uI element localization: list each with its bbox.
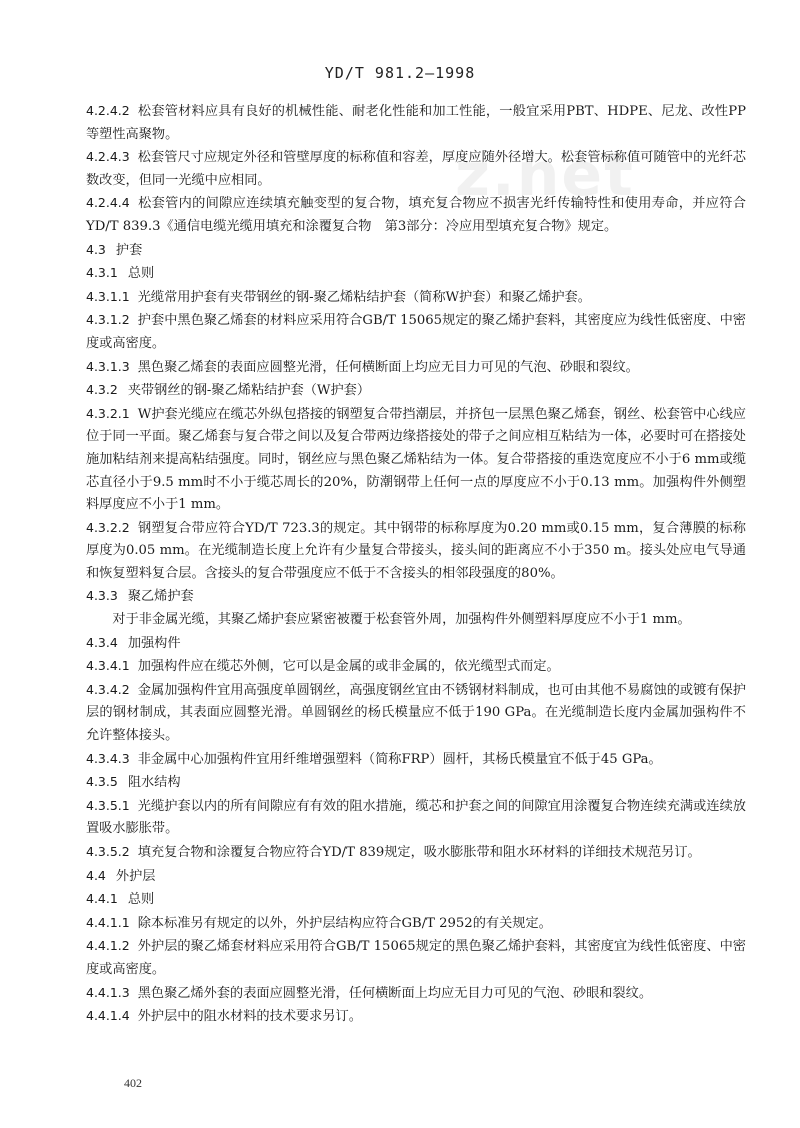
section-heading [86,262,746,286]
clause-paragraph [86,748,746,772]
clause-number: 4.3.4.1 [86,658,130,674]
section-heading [86,632,746,656]
clause-text: 对于非金属光缆，其聚乙烯护套应紧密被覆于松套管外周，加强构件外侧塑料厚度应不小于1 mm。 [112,612,691,628]
clause-text: 阻水结构 [127,775,181,791]
clause-text: 总则 [127,266,155,282]
clause-text: 加强构件 [127,635,181,651]
clause-text: 填充复合物和涂覆复合物应符合YD/T 839规定，吸水膨胀带和阻水环材料的详细技术规范另订。 [137,845,701,860]
clause-text: 松套管尺寸应规定外径和管壁厚度的标称值和容差，厚度应随外径增大。松套管标称值可随管中的光纤芯数改变，但同一光缆中应相同。 [86,150,746,188]
clause-paragraph [86,679,746,748]
clause-text: W护套光缆应在缆芯外纵包搭接的钢塑复合带挡潮层，并挤包一层黑色聚乙烯套，钢丝、松套管中心线应位于同一平面。聚乙烯套与复合带之间以及复合带两边缘搭接处的带子之间应相互粘结为一体，必要时可在搭接处施加粘结剂来提高粘结强度。同时，钢丝应与黑色聚乙烯粘结为一体。复合带搭接的重迭宽度应不小于6 mm或缆芯直径小于9.5 mm时不小于缆芯周长的20%，防潮钢带上任何一点的厚度应不小于0.13 mm。加强构件外侧塑料厚度应不小于1 mm。 [86,406,746,513]
clause-number: 4.4.1.4 [86,1008,130,1024]
clause-paragraph [86,146,746,192]
clause-paragraph [86,795,746,841]
clause-paragraph [86,1005,746,1029]
clause-text: 加强构件应在缆芯外侧，它可以是金属的或非金属的，依光缆型式而定。 [137,659,560,675]
clause-paragraph [86,982,746,1006]
document-body [86,100,746,1029]
clause-number: 4.3 [86,241,106,257]
clause-text: 黑色聚乙烯外套的表面应圆整光滑，任何横断面上均应无目力可见的气泡、砂眼和裂纹。 [137,985,653,1001]
paragraph [86,609,746,632]
section-heading [86,888,746,912]
clause-paragraph [86,286,746,310]
clause-text: 金属加强构件宜用高强度单圆钢丝，高强度钢丝宜由不锈钢材料制成，也可由其他不易腐蚀的或镀有保护层的钢材制成，其表面应圆整光滑。单圆钢丝的杨氏模量应不低于190 GPa。在光缆制造长度内金属加强构件不允许整体接头。 [86,682,746,744]
clause-text: 钢塑复合带应符合YD/T 723.3的规定。其中钢带的标称厚度为0.20 mm或0.15 mm，复合薄膜的标称厚度为0.05 mm。在光缆制造长度上允许有少量复合带接头，接头间的距离应不小于350 m。接头处应电气导通和恢复塑料复合层。含接头的复合带强度应不低于不含接头的相邻段强度的80%。 [86,520,746,581]
clause-number: 4.3.2.2 [86,519,130,535]
section-heading [86,379,746,403]
clause-number: 4.3.3 [86,588,118,604]
page-number: 402 [124,1076,142,1090]
section-heading [86,771,746,795]
clause-text: 护套 [115,242,143,258]
clause-text: 光缆常用护套有夹带钢丝的钢-聚乙烯粘结护套（简称W护套）和聚乙烯护套。 [137,289,591,305]
watermark: z.net [455,140,635,210]
clause-number: 4.3.4 [86,634,118,650]
clause-text: 外护层中的阻水材料的技术要求另订。 [137,1009,362,1025]
clause-number: 4.2.4.3 [86,149,130,165]
clause-number: 4.3.4.2 [86,681,130,697]
section-heading [86,585,746,609]
section-heading [86,239,746,263]
clause-text: 总则 [127,892,155,908]
clause-number: 4.3.1.3 [86,358,130,374]
clause-text: 光缆护套以内的所有间隙应有有效的阻水措施，缆芯和护套之间的间隙宜用涂覆复合物连续充满或连续放置吸水膨胀带。 [86,798,746,837]
clause-paragraph [86,841,746,865]
clause-text: 松套管材料应具有良好的机械性能、耐老化性能和加工性能，一般宜采用PBT、HDPE、尼龙、改性PP等塑性高聚物。 [86,104,746,142]
clause-paragraph [86,403,746,517]
clause-number: 4.4.1 [86,891,118,907]
clause-text: 黑色聚乙烯套的表面应圆整光滑，任何横断面上均应无目力可见的气泡、砂眼和裂纹。 [137,359,639,375]
clause-paragraph [86,100,746,146]
clause-text: 外护层 [115,868,156,884]
clause-number: 4.4.1.1 [86,914,130,930]
section-heading [86,865,746,889]
clause-paragraph [86,655,746,679]
clause-paragraph [86,517,746,586]
standard-number-header: YD/T 981.2—1998 [324,64,476,82]
clause-number: 4.3.5.2 [86,844,130,859]
clause-paragraph [86,935,746,981]
clause-paragraph [86,912,746,936]
clause-number: 4.3.1.1 [86,288,130,304]
clause-paragraph [86,309,746,355]
clause-number: 4.3.1 [86,265,118,281]
clause-number: 4.4 [86,867,106,883]
clause-number: 4.2.4.2 [86,103,130,118]
clause-text: 护套中黑色聚乙烯套的材料应采用符合GB/T 15065规定的聚乙烯护套料，其密度应为线性低密度、中密度或高密度。 [86,313,746,351]
clause-number: 4.3.1.2 [86,312,130,328]
clause-paragraph [86,356,746,380]
clause-number: 4.2.4.4 [86,195,130,211]
clause-text: 聚乙烯护套 [127,589,194,605]
clause-text: 除本标准另有规定的以外，外护层结构应符合GB/T 2952的有关规定。 [137,915,552,931]
clause-number: 4.3.4.3 [86,750,130,766]
clause-number: 4.4.1.2 [86,938,130,954]
clause-text: 松套管内的间隙应连续填充触变型的复合物，填充复合物应不损害光纤传输特性和使用寿命，并应符合YD/T 839.3《通信电缆光缆用填充和涂覆复合物 第3部分：冷应用型填充复合物》规定。 [86,196,746,234]
clause-number: 4.4.1.3 [86,984,130,1000]
clause-number: 4.3.2 [86,382,118,398]
clause-text: 外护层的聚乙烯套材料应采用符合GB/T 15065规定的黑色聚乙烯护套料，其密度宜为线性低密度、中密度或高密度。 [86,939,746,977]
clause-text: 夹带钢丝的钢-聚乙烯粘结护套（W护套） [127,383,371,399]
clause-text: 非金属中心加强构件宜用纤维增强塑料（简称FRP）圆杆，其杨氏模量宜不低于45 GPa。 [137,751,662,767]
clause-number: 4.3.5.1 [86,797,130,813]
clause-paragraph [86,192,746,238]
clause-number: 4.3.5 [86,774,118,790]
clause-number: 4.3.2.1 [86,405,130,421]
